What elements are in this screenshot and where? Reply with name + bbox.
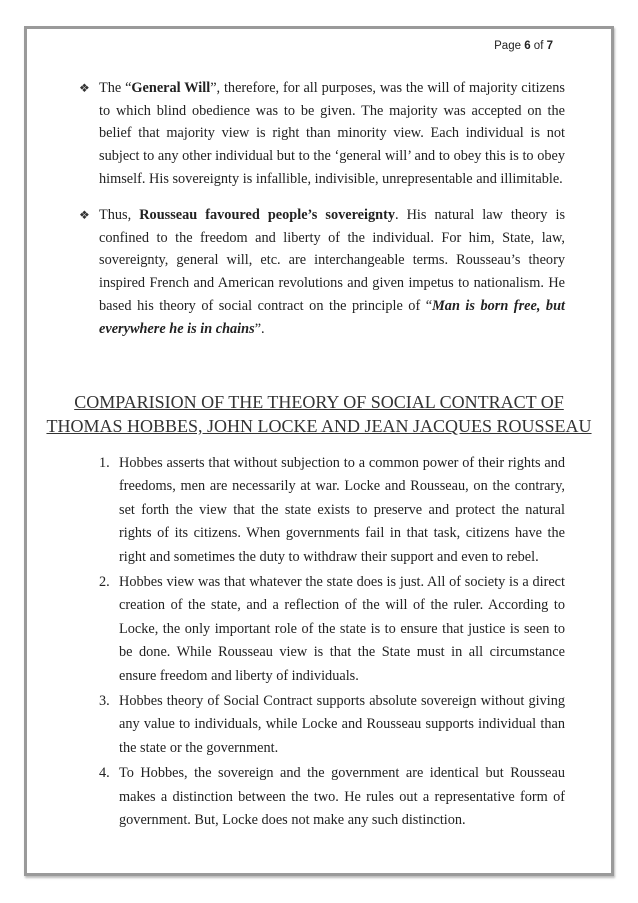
diamond-bullet-icon: ❖: [79, 208, 90, 222]
list-number: 1.: [99, 455, 110, 471]
document-page: [24, 26, 614, 876]
list-text: Hobbes asserts that without subjection to a common power of their rights and freedoms, men are necessarily at war. Locke and Rousseau, on the contrary, set forth the view that the state exists to preserve and protect the natural rights of its citizens. When governments fail in that task, citizens have the right and sometimes the duty to withdraw their support and even to rebel.: [119, 455, 565, 565]
bullet-paragraph-sovereignty: [79, 204, 566, 340]
list-number: 2.: [99, 574, 110, 591]
diamond-bullet-icon: ❖: [79, 81, 90, 95]
page-current: 6: [524, 40, 531, 52]
bullet-paragraph-general-will: [79, 77, 565, 191]
list-text: Hobbes theory of Social Contract supports absolute sovereign without giving any value to individuals, while Locke and Rousseau supports individual than the state or the government.: [119, 693, 565, 756]
list-item: [97, 690, 565, 760]
list-number: 3.: [99, 693, 110, 710]
list-text: To Hobbes, the sovereign and the government are identical but Rousseau makes a distinction between the two. He rules out a representative form of government. But, Locke does not make any such distinction.: [119, 765, 565, 829]
bold-italic-quote: Man is born free, but everywhere he is in chains: [99, 297, 565, 337]
list-item: [97, 571, 565, 688]
page-of: of: [533, 40, 544, 52]
list-text: Hobbes view was that whatever the state does is just. All of society is a direct creation of the state, and a reflection of the will of the ruler. According to Locke, the only important role of the state is to ensure that justice is seen to be done. While Rousseau view is that the State must in all circumstance ensure freedom and liberty of individuals.: [119, 574, 565, 684]
bold-text: General Will: [131, 80, 211, 96]
text: ”.: [254, 320, 265, 337]
list-number: 4.: [99, 765, 110, 782]
text: . His natural law theory is confined to the freedom and liberty of the individual. For him, State, law, sovereignty, general will, etc. are interchangeable terms. Rousseau’s theory inspired French and American revolutions and given impetus to nationalism. He based his theory of social contract on the principle of “: [99, 207, 566, 314]
page-label: Page: [494, 40, 521, 52]
page-number: [494, 40, 553, 52]
text: The “: [99, 80, 132, 96]
section-heading-line-1: COMPARISION OF THE THEORY OF SOCIAL CONTRACT OF: [74, 392, 564, 412]
list-item: [97, 452, 565, 569]
text: ”, therefore, for all purposes, was the will of majority citizens to which blind obedience was to be given. The majority was accepted on the belief that majority view is right than minority view. Each individual is not subject to any other individual but to the ‘general will’ and to obey this is to obey himself. His sovereignty is infallible, indivisible, unrepresentable and illimitable.: [99, 80, 565, 187]
page-total: 7: [546, 40, 553, 52]
bold-text: Rousseau favoured people’s sovereignty: [139, 207, 395, 223]
comparison-list: [97, 452, 565, 835]
text: Thus,: [99, 207, 140, 223]
list-item: [97, 762, 565, 832]
section-heading-line-2: THOMAS HOBBES, JOHN LOCKE AND JEAN JACQUES ROUSSEAU: [46, 416, 592, 436]
